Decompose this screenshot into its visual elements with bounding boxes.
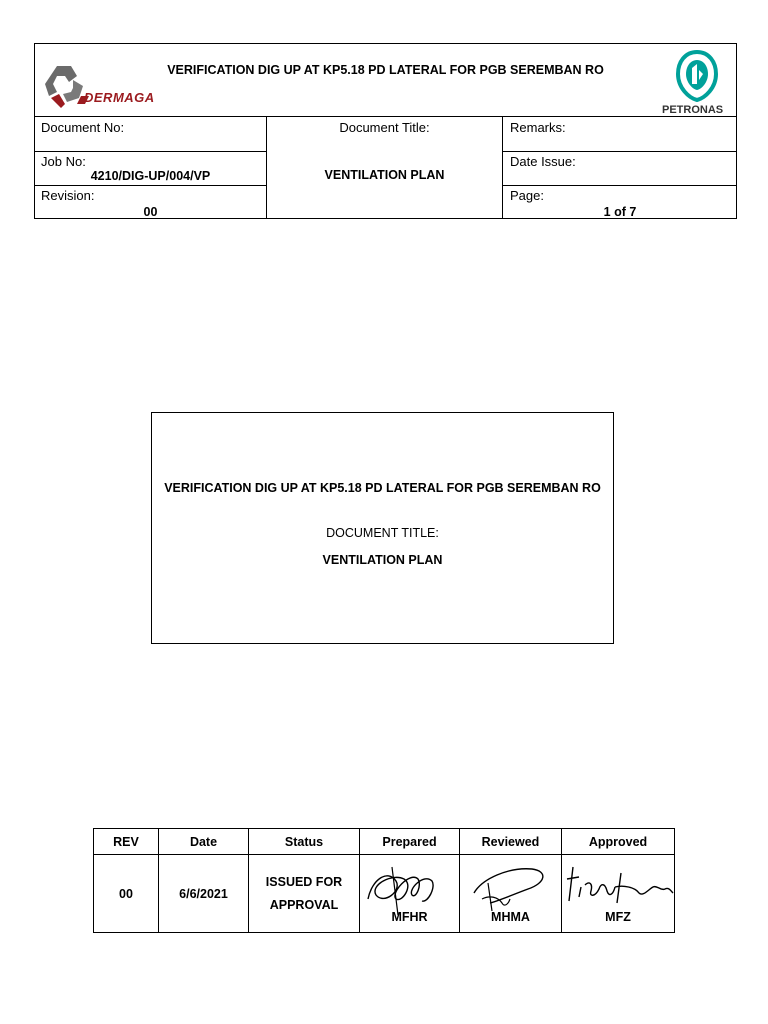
status-line-1: ISSUED FOR — [265, 874, 343, 889]
table-header-row — [94, 829, 675, 855]
divider — [35, 116, 736, 117]
petronas-logo-text: PETRONAS — [662, 104, 724, 116]
cover-title: VERIFICATION DIG UP AT KP5.18 PD LATERAL FOR PGB SEREMBAN RO — [164, 481, 601, 495]
remarks-label: Remarks: — [510, 120, 566, 135]
column-header-prepared: Prepared — [360, 829, 460, 855]
document-no-label: Document No: — [41, 120, 125, 135]
date-cell: 6/6/2021 — [159, 855, 249, 933]
table-row — [94, 855, 675, 933]
approved-cell — [562, 855, 675, 933]
header-title: VERIFICATION DIG UP AT KP5.18 PD LATERAL FOR PGB SEREMBAN RO — [167, 63, 604, 77]
dermaga-logo-text: DERMAGA — [84, 90, 155, 105]
cover-doc-title-value: VENTILATION PLAN — [322, 553, 443, 567]
divider — [35, 151, 267, 152]
page-value: 1 of 7 — [603, 205, 637, 219]
column-header-approved: Approved — [562, 829, 675, 855]
revision-table — [93, 828, 675, 933]
rev-cell: 00 — [94, 855, 159, 933]
status-line-2: APPROVAL — [269, 897, 339, 912]
job-no-label: Job No: — [41, 154, 86, 169]
column-header-status: Status — [249, 829, 360, 855]
approved-signature — [565, 857, 675, 913]
divider — [502, 151, 736, 152]
divider — [502, 116, 503, 218]
cover-doc-title-label: DOCUMENT TITLE: — [326, 526, 439, 540]
approved-name: MFZ — [605, 910, 631, 924]
cover-title-box — [151, 412, 614, 644]
page-label: Page: — [510, 188, 544, 203]
date-issue-label: Date Issue: — [510, 154, 576, 169]
column-header-rev: REV — [94, 829, 159, 855]
divider — [502, 185, 736, 186]
divider — [35, 185, 267, 186]
status-cell — [249, 855, 360, 933]
prepared-cell — [360, 855, 460, 933]
column-header-date: Date — [159, 829, 249, 855]
revision-value: 00 — [143, 205, 158, 219]
job-no-value: 4210/DIG-UP/004/VP — [90, 169, 211, 183]
document-header — [34, 43, 737, 219]
reviewed-cell — [460, 855, 562, 933]
document-title-label: Document Title: — [339, 120, 430, 135]
column-header-reviewed: Reviewed — [460, 829, 562, 855]
document-title-value: VENTILATION PLAN — [324, 168, 445, 182]
revision-label: Revision: — [41, 188, 95, 203]
prepared-name: MFHR — [391, 910, 428, 924]
reviewed-name: MHMA — [491, 910, 530, 924]
